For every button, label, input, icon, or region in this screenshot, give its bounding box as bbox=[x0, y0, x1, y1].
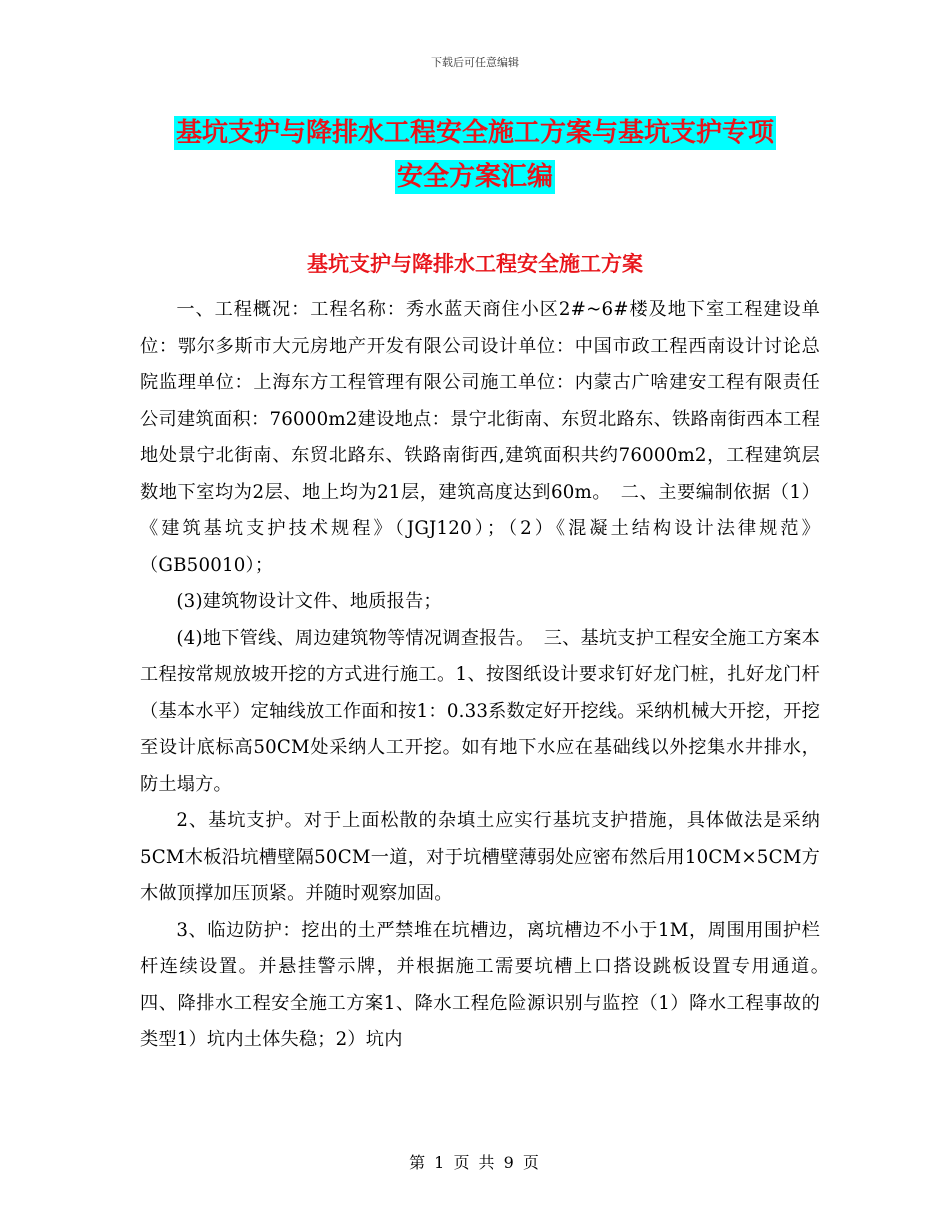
paragraph: (3)建筑物设计文件、地质报告； bbox=[176, 591, 442, 612]
page-number: 第 1 页 共 9 页 bbox=[409, 1153, 541, 1172]
document-title-text: 基坑支护与降排水工程安全施工方案与基坑支护专项 bbox=[175, 118, 774, 148]
document-title-line2 bbox=[0, 156, 950, 193]
paragraph: (4)地下管线、周边建筑物等情况调查报告。 三、基坑支护工程安全施工方案本工程按常规放坡开挖的方式进行施工。1、按图纸设计要求钉好龙门桩，扎好龙门杆（基本水平）定轴线放工作面和按1：0.33系数定好开挖线。采纳机械大开挖，开挖至设计底标高50CM处采纳人工开挖。如有地下水应在基础线以外挖集水井排水，防土塌方。 bbox=[140, 627, 820, 795]
paragraph: 3、临边防护：挖出的土严禁堆在坑槽边，离坑槽边不小于1M，周围用围护栏杆连续设置。并悬挂警示牌，并根据施工需要坑槽上口搭设跳板设置专用通道。 四、降排水工程安全施工方案1、降水工程危险源识别与监控（1）降水工程事故的类型1）坑内土体失稳；2）坑内 bbox=[140, 919, 839, 1050]
section-heading: 基坑支护与降排水工程安全施工方案 bbox=[307, 252, 643, 276]
header-note: 下载后可任意编辑 bbox=[431, 56, 519, 69]
document-title-text: 安全方案汇编 bbox=[396, 162, 553, 192]
body-text bbox=[140, 292, 839, 1059]
paragraph: 一、工程概况：工程名称：秀水蓝天商住小区2#~6#楼及地下室工程建设单位：鄂尔多斯市大元房地产开发有限公司设计单位：中国市政工程西南设计讨论总院监理单位：上海东方工程管理有限公司施工单位：内蒙古广啥建安工程有限责任公司建筑面积：76000m2建设地点：景宁北街南、东贸北路东、铁路南街西本工程地处景宁北街南、东贸北路东、铁路南街西,建筑面积共约76000m2，工程建筑层数地下室均为2层、地上均为21层，建筑高度达到60m。 二、主要编制依据（1）《建筑基坑支护技术规程》（JGJ120）；（2）《混凝土结构设计法律规范》（GB50010）； bbox=[140, 299, 820, 576]
document-title-line1 bbox=[0, 112, 950, 149]
paragraph: 2、基坑支护。对于上面松散的杂填土应实行基坑支护措施，具体做法是采纳5CM木板沿坑槽壁隔50CM一道，对于坑槽壁薄弱处应密布然后用10CM×5CM方木做顶撑加压顶紧。并随时观察加固。 bbox=[140, 810, 820, 904]
